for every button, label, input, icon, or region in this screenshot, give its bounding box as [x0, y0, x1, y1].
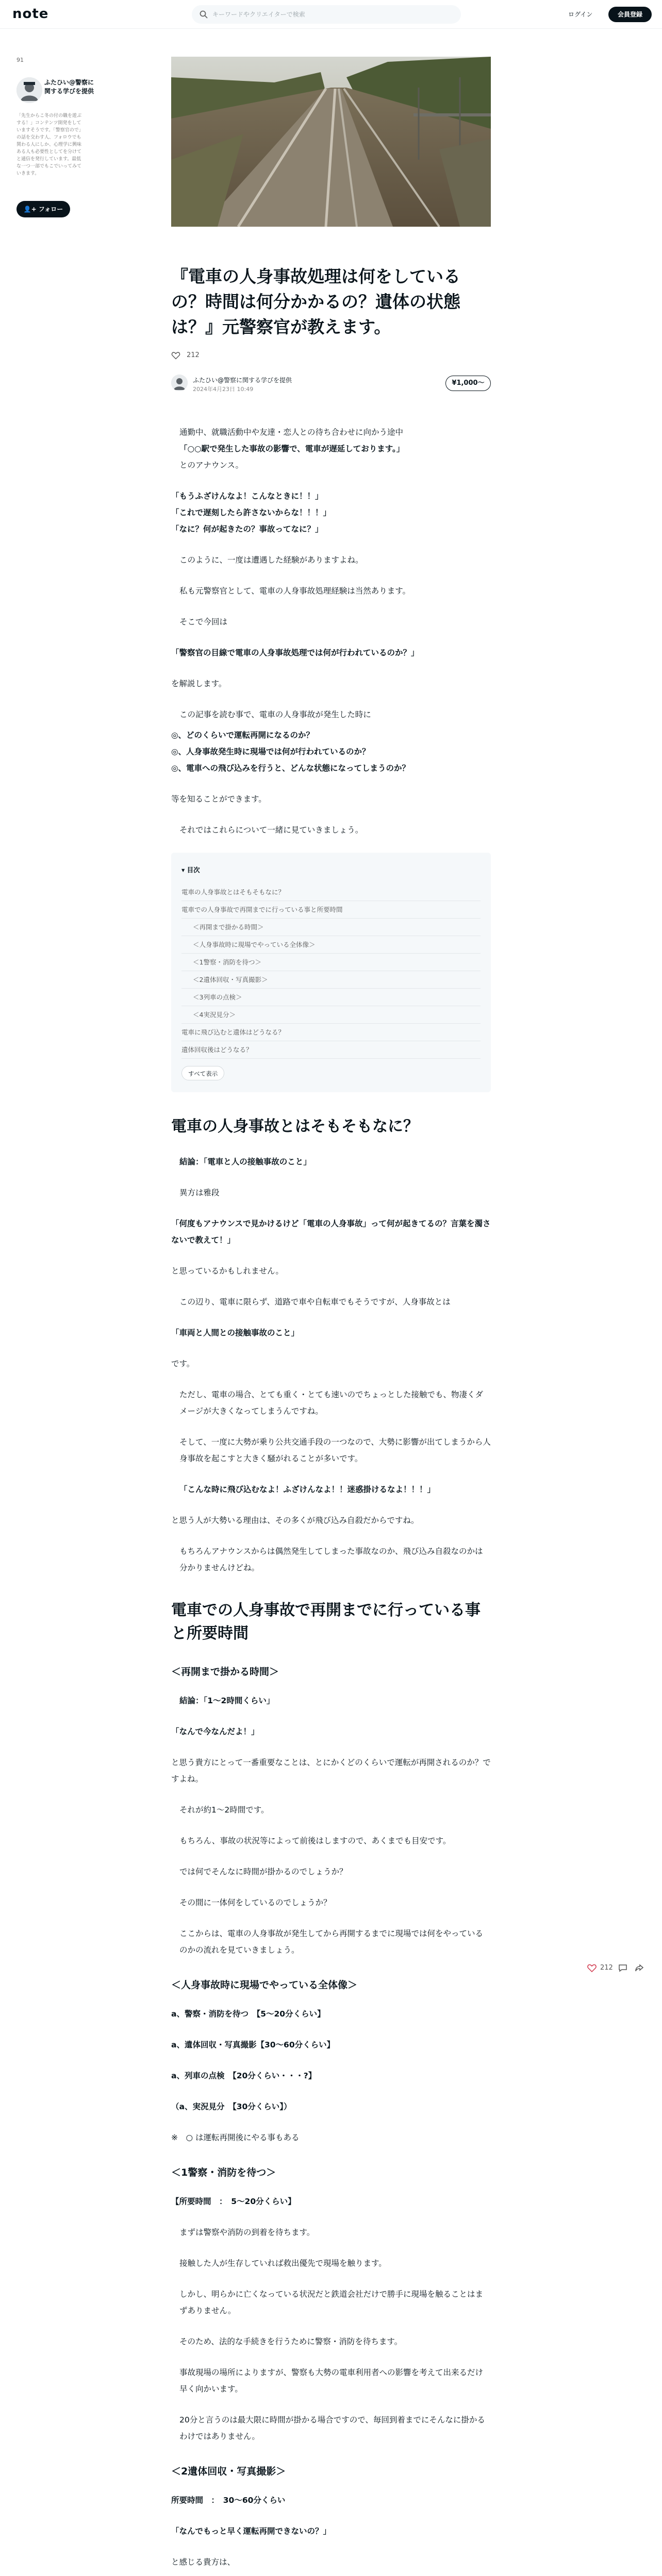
toc-show-all-button[interactable]: すべて表示 [181, 1066, 224, 1080]
quote-line-group [171, 488, 491, 537]
signup-button[interactable]: 会員登録 [608, 7, 652, 22]
body-paragraph: それではこれらについて一緒に見ていきましょう。 [179, 825, 363, 835]
step-line: a、列車の点検 【20分くらい・・・?】 [171, 2071, 317, 2080]
toc-item[interactable]: ＜4実況見分＞ [181, 1006, 481, 1024]
body-paragraph: そこで今回は [179, 617, 228, 626]
article-main [171, 57, 491, 2576]
subsection-heading: ＜1警察・消防を待つ＞ [171, 2167, 276, 2178]
body-paragraph: と思う人が大勢いる理由は、その多くが飛び込み自殺だからですね。 [171, 1516, 419, 1525]
like-row [171, 350, 491, 362]
step-line: a、遺体回収・写真撮影【30〜60分くらい】 [171, 2040, 335, 2049]
intro-line: とのアナウンス。 [179, 461, 244, 470]
body-paragraph: 異方は雅段 [179, 1188, 220, 1197]
body-paragraph: と思っているかもしれません。 [171, 1266, 284, 1276]
section-heading: 電車の人身事故とはそもそもなに？ [171, 1117, 419, 1136]
body-paragraph: 【所要時間 ： 5〜20分くらい】 [171, 2197, 296, 2206]
point-line: ◎、電車への飛び込みを行うと、どんな状態になってしまうのか？ [171, 764, 410, 773]
toc-item[interactable]: 電車での人身事故で再開までに行っている事と所要時間 [181, 901, 481, 919]
search-icon [199, 10, 208, 19]
body-paragraph: この記事を読む事で、電車の人身事故が発生した時に [179, 710, 371, 719]
comment-icon[interactable] [618, 1963, 628, 1973]
avatar-image-icon [171, 375, 188, 391]
author-sidebar [16, 57, 94, 213]
body-paragraph: 20分と言うのは最大限に時間が掛かる場合ですので、毎回到着までにそんなに掛かるわけではありません。 [179, 2415, 485, 2441]
body-paragraph: もちろんアナウンスからは偶然発生してしまった事故なのか、飛び込み自殺なのかは分かりませんけどね。 [179, 1547, 483, 1572]
follow-label: フォロー [38, 206, 63, 213]
step-line: （a、実況見分 【30分くらい】） [171, 2102, 292, 2111]
toc-item[interactable]: 電車の人身事故とはそもそもなに？ [181, 884, 481, 901]
body-paragraph: を解説します。 [171, 679, 227, 688]
body-paragraph: 私も元警察官として、電車の人身事故処理経験は当然あります。 [179, 586, 410, 596]
body-paragraph: 「車両と人間との接触事故のこと」 [171, 1328, 300, 1337]
heart-icon[interactable] [171, 351, 180, 360]
body-paragraph: ただし、電車の場合、とても重く・とても速いのでちょっとした接触でも、物凄くダメージが大きくなってしまうんですね。 [179, 1390, 484, 1416]
body-paragraph: しかし、明らかに亡くなっている状況だと鉄道会社だけで勝手に現場を触ることはまずありません。 [179, 2290, 484, 2315]
intro-paragraph [171, 424, 491, 473]
author-row [171, 374, 491, 394]
like-count: 212 [187, 351, 200, 359]
body-paragraph: もちろん、事故の状況等によって前後はしますので、あくまでも目安です。 [179, 1836, 451, 1845]
step-line: ※ ○ は運転再開後にやる事もある [171, 2133, 300, 2142]
body-paragraph: 「なんでもっと早く運転再開できないの？」 [171, 2527, 332, 2536]
toc-item[interactable]: ＜人身事故時に現場でやっている全体像＞ [181, 936, 481, 954]
article-title: 『電車の人身事故処理は何をしているの？時間は何分かかるの？遺体の状態は？』元警察官が教えます。 [171, 266, 460, 337]
body-paragraph: です。 [171, 1359, 195, 1368]
follow-button[interactable] [16, 201, 70, 217]
section-heading: 電車での人身事故で再開までに行っている事と所要時間 [171, 1601, 481, 1642]
publish-date: 2024年4月23日 10:49 [193, 386, 254, 393]
quote-line: 「もうふざけんなよ！こんなときに！！」 [171, 492, 323, 501]
avatar[interactable] [16, 77, 42, 103]
hero-image [171, 57, 491, 227]
quote-line: 「これで遅刻したら許さないからな！！！」 [171, 508, 332, 517]
sidebar-description: 「先生からこ冬の付の職を遊ぶする！」コンテンツ開発をしていますそうです。「警察官ので」の話を交わす人、フォロウでも関わる人にしか、心理学に興味ある人も必要性としてを分けてと通信を発行しています。最低な一つ一部でもこでいってみていきます。 [16, 113, 82, 176]
author-name[interactable]: ふたひい@警察に関する学びを提供 [193, 377, 292, 384]
share-icon[interactable] [634, 1963, 644, 1973]
body-paragraph: そして、一度に大勢が乗り公共交通手段の一つなので、大勢に影響が出てしまうから人身事故を起こすと大きく騒がれることが多いです。 [179, 1437, 491, 1463]
point-line: ◎、どのくらいで運転再開になるのか？ [171, 731, 315, 740]
point-line: ◎、人身事故発生時に現場では何が行われているのか？ [171, 747, 370, 756]
body-paragraph: 所要時間 ： 30〜60分くらい [171, 2496, 286, 2505]
body-paragraph: と感じる貴方は、 [171, 2557, 236, 2567]
toc-item[interactable]: ＜3列車の点検＞ [181, 989, 481, 1006]
toc-item[interactable]: ＜1警察・消防を待つ＞ [181, 954, 481, 971]
author-avatar[interactable] [171, 375, 188, 391]
intro-line: 通勤中、就職活動中や友達・恋人との待ち合わせに向かう途中 [179, 428, 404, 437]
body-paragraph: 接触した人が生存していれば救出優先で現場を触ります。 [179, 2259, 387, 2268]
body-paragraph: このように、一度は遭遇した経験がありますよね。 [179, 555, 363, 565]
body-paragraph: 等を知ることができます。 [171, 794, 267, 804]
point-line-group [171, 727, 491, 776]
toc-item[interactable]: 遺体回収後はどうなる？ [181, 1041, 481, 1059]
quote-line: 「なに？何が起きたの？事故ってなに？」 [171, 524, 323, 534]
float-like-count: 212 [600, 1964, 613, 1972]
note-logo[interactable]: note [12, 6, 49, 22]
body-paragraph: まずは警察や消防の到着を待ちます。 [179, 2228, 315, 2237]
search-input[interactable] [212, 5, 455, 24]
body-paragraph: その間に一体何をしているのでしょうか？ [179, 1898, 332, 1907]
floating-action-bar [587, 1961, 654, 1976]
toc-item[interactable]: ＜2遺体回収・写真撮影＞ [181, 971, 481, 989]
sidebar-author-name[interactable]: ふたひい@警察に関する学びを提供 [44, 79, 94, 95]
body-paragraph: 「こんな時に飛び込むなよ！ふざけんなよ！！迷惑掛けるなよ！！！」 [179, 1485, 436, 1494]
body-paragraph: この辺り、電車に限らず、道路で車や自転車でもそうですが、人身事故とは [179, 1297, 451, 1307]
body-paragraph: 「警察官の目線で電車の人身事故処理では何が行われているのか？」 [171, 648, 419, 657]
step-line: a、警察・消防を待つ 【5〜20分くらい】 [171, 2009, 325, 2019]
sidebar-tag: 91 [16, 57, 24, 63]
avatar-image-icon [16, 77, 42, 103]
article-body [171, 424, 491, 2576]
body-paragraph: 事故現場の場所によりますが、警察も大勢の電車利用者への影響を考えて出来るだけ早く向かいます。 [179, 2368, 484, 2394]
login-button[interactable]: ログイン [568, 11, 593, 18]
body-paragraph: 結論：「1〜2時間くらい」 [179, 1696, 275, 1705]
body-paragraph: 「何度もアナウンスで見かけるけど「電車の人身事故」って何が起きてるの？言葉を濁さないで教えて！」 [171, 1219, 491, 1245]
subsection-heading: ＜再開まで掛かる時間＞ [171, 1666, 279, 1677]
body-paragraph: それが約1〜2時間です。 [179, 1805, 269, 1815]
table-of-contents [171, 853, 491, 1092]
subsection-heading: ＜人身事故時に現場でやっている全体像＞ [171, 1979, 358, 1991]
body-paragraph: では何でそんなに時間が掛かるのでしょうか？ [179, 1867, 347, 1876]
price-button[interactable]: ¥1,000〜 [445, 376, 491, 391]
heart-icon[interactable] [587, 1963, 597, 1973]
body-paragraph: と思う貴方にとって一番重要なことは、とにかくどのくらいで運転が再開されるのか？ですよね。 [171, 1758, 491, 1784]
follow-icon: 👤+ [23, 206, 37, 213]
body-paragraph: 「なんで今なんだよ！」 [171, 1727, 259, 1736]
site-header [0, 0, 662, 29]
search-bar[interactable] [192, 5, 461, 24]
body-paragraph: ここからは、電車の人身事故が発生してから再開するまでに現場では何をやっているのかの流れを見ていきましょう。 [179, 1929, 484, 1955]
toc-title: ▾ 目次 [181, 866, 200, 874]
body-paragraph: そのため、法的な手続きを行うために警察・消防を待ちます。 [179, 2337, 403, 2346]
railway-photo-icon [171, 57, 491, 227]
toc-item[interactable]: 電車に飛び込むと遺体はどうなる？ [181, 1024, 481, 1041]
body-paragraph: 結論：「電車と人の接触事故のこと」 [179, 1157, 311, 1166]
intro-line: 「○○駅で発生した事故の影響で、電車が遅延しております。」 [179, 444, 405, 453]
subsection-heading: ＜2遺体回収・写真撮影＞ [171, 2466, 286, 2477]
toc-item[interactable]: ＜再開まで掛かる時間＞ [181, 919, 481, 936]
